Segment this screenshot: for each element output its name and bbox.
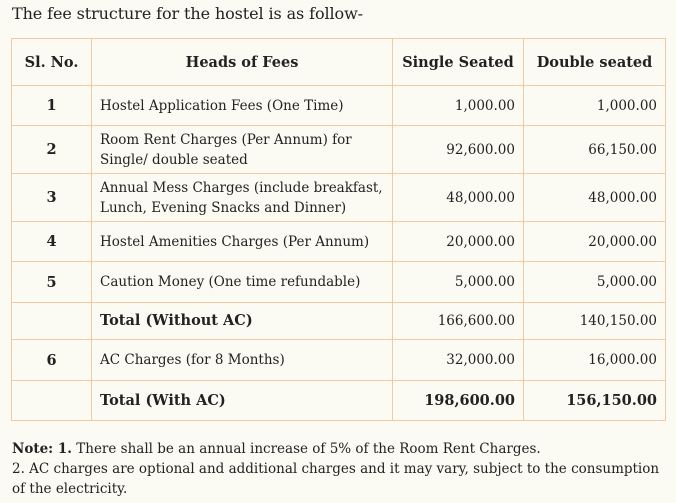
row-head: Annual Mess Charges (include breakfast, Lunch, Evening Snacks and Dinner) [92,174,393,222]
row-double-fee: 48,000.00 [524,174,666,222]
row-double-fee: 66,150.00 [524,126,666,174]
note-1 [12,439,668,459]
intro-text: The fee structure for the hostel is as follow- [12,4,363,23]
row-head: Hostel Amenities Charges (Per Annum) [92,222,393,262]
row-double-fee: 156,150.00 [524,381,666,421]
row-double-fee: 16,000.00 [524,340,666,381]
row-head: Total (Without AC) [92,303,393,340]
table-row [12,174,666,222]
note-2: 2. AC charges are optional and additional charges and it may vary, subject to the consumption of the electricity. [12,461,660,497]
row-single-fee: 92,600.00 [393,126,524,174]
row-sl-no: 3 [12,174,92,222]
note-1-text: There shall be an annual increase of 5% of the Room Rent Charges. [71,441,541,457]
row-sl-no [12,381,92,421]
table-row [12,340,666,381]
row-sl-no: 5 [12,262,92,303]
table-row [12,222,666,262]
header-heads-of-fees: Heads of Fees [92,39,393,86]
row-double-fee: 1,000.00 [524,86,666,126]
row-single-fee: 20,000.00 [393,222,524,262]
row-head: Caution Money (One time refundable) [92,262,393,303]
row-single-fee: 48,000.00 [393,174,524,222]
row-double-fee: 20,000.00 [524,222,666,262]
row-double-fee: 140,150.00 [524,303,666,340]
row-head: Total (With AC) [92,381,393,421]
row-double-fee: 5,000.00 [524,262,666,303]
row-sl-no: 2 [12,126,92,174]
row-single-fee: 32,000.00 [393,340,524,381]
header-double-seated: Double seated [524,39,666,86]
row-head: Hostel Application Fees (One Time) [92,86,393,126]
row-head: AC Charges (for 8 Months) [92,340,393,381]
notes-section [12,439,668,499]
row-sl-no [12,303,92,340]
row-sl-no: 6 [12,340,92,381]
note-label: Note: 1. [12,441,72,457]
header-sl-no: Sl. No. [12,39,92,86]
table-row-total-without-ac [12,303,666,340]
table-row [12,126,666,174]
header-single-seated: Single Seated [393,39,524,86]
row-single-fee: 1,000.00 [393,86,524,126]
row-single-fee: 198,600.00 [393,381,524,421]
row-sl-no: 4 [12,222,92,262]
table-header-row [12,39,666,86]
row-head: Room Rent Charges (Per Annum) for Single/ double seated [92,126,393,174]
row-sl-no: 1 [12,86,92,126]
fee-structure-table [11,38,666,421]
table-row [12,86,666,126]
table-row [12,262,666,303]
row-single-fee: 166,600.00 [393,303,524,340]
table-row-total-with-ac [12,381,666,421]
row-single-fee: 5,000.00 [393,262,524,303]
